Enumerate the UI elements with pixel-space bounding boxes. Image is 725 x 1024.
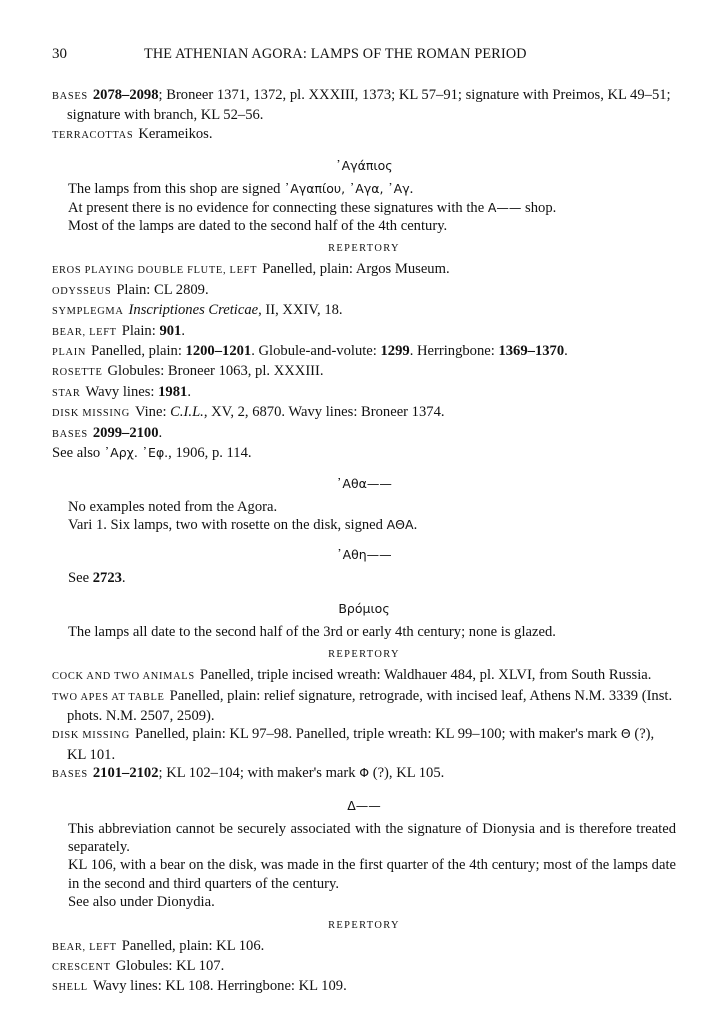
entry-label: BEAR, LEFT (52, 941, 117, 953)
paragraph-text: shop. (521, 199, 557, 216)
entry-label: COCK AND TWO ANIMALS (52, 671, 195, 683)
paragraph-text: This abbreviation cannot be securely associated with the signature of Dionysia and is therefore treated separately. (68, 820, 676, 855)
greek-signature: ΑΘΑ (386, 516, 414, 532)
paragraph-text: Vari 1. Six lamps, two with rosette on the disk, signed (68, 516, 387, 533)
entry-title-italic: C.I.L. (170, 404, 204, 421)
entry-text: (?), KL 105. (369, 765, 445, 782)
entry-bear-left (52, 322, 676, 342)
entry-label: BASES (52, 769, 88, 781)
catalogue-number: 1299 (380, 343, 410, 360)
paragraph (52, 569, 676, 587)
paragraph-text: . (413, 516, 418, 533)
paragraph-text: See also under Dionydia. (68, 894, 215, 911)
entry-text: Panelled, plain: KL 97–98. Panelled, triple wreath: KL 99–100; with maker's mark (134, 726, 621, 743)
entry-disk-missing (52, 403, 676, 423)
paragraph (52, 893, 676, 911)
entry-text: ; Broneer 1371, 1372, pl. XXXIII, 1373; KL 57–91; signature with Preimos, KL 49–51; signature with branch, KL 52–56. (67, 87, 671, 124)
entry-crescent (52, 957, 676, 977)
section-title-atha: ᾿Αθα—— (336, 475, 392, 491)
entry-label: BEAR, LEFT (52, 326, 117, 338)
paragraph (52, 820, 676, 857)
entry-rosette (52, 362, 676, 382)
paragraph (52, 199, 676, 217)
see-also (52, 444, 676, 462)
paragraph-text: The lamps from this shop are signed (68, 181, 285, 198)
entry-label: TERRACOTTAS (52, 129, 134, 141)
entry-label: DISK MISSING (52, 408, 130, 420)
greek-mark: Φ (359, 765, 370, 781)
greek-mark: Θ (620, 726, 631, 742)
entry-label: BASES (52, 91, 88, 102)
entry-label: TWO APES AT TABLE (52, 691, 165, 703)
entry-text: Vine: (134, 404, 171, 421)
paragraph (52, 856, 676, 893)
section-title-bromios: Βρόμιος (338, 600, 390, 616)
catalogue-number: 1369–1370 (498, 343, 565, 360)
repertory-heading: REPERTORY (328, 243, 400, 255)
page-header (52, 46, 677, 66)
paragraph-text: KL 106, with a bear on the disk, was made in the first quarter of the 4th century; most of the lamps date in the second and third quarters of the century. (68, 857, 676, 892)
entry-label: ROSETTE (52, 367, 103, 379)
entry-text: (?), KL 101. (67, 726, 655, 763)
entry-title-italic: Inscriptiones Creticae (128, 302, 259, 319)
entry-text: Panelled, plain: (91, 343, 186, 360)
greek-signature: ᾿Αγαπίου, ᾿Αγα, ᾿Αγ (284, 181, 410, 197)
section-title-athe: ᾿Αθη—— (336, 547, 392, 563)
entry-label: EROS PLAYING DOUBLE FLUTE, LEFT (52, 265, 258, 277)
entry-text: Kerameikos. (138, 125, 213, 142)
greek-reference: ᾿Αρχ. ᾿Εφ. (103, 445, 169, 461)
page-body (52, 86, 676, 998)
entry-star (52, 383, 676, 403)
see-also-text: See also (52, 445, 104, 462)
paragraph-text: Most of the lamps are dated to the second half of the 4th century. (68, 218, 448, 235)
paragraph (52, 180, 676, 198)
paragraph-text: The lamps all date to the second half of the 3rd or early 4th century; none is glazed. (68, 623, 556, 640)
entry-text: Wavy lines: KL 108. Herringbone: KL 109. (92, 978, 347, 995)
entry-text: Plain: CL 2809. (116, 281, 209, 298)
entry-cock-two-animals (52, 666, 676, 686)
entry-label: SHELL (52, 982, 88, 994)
greek-signature: Α—— (487, 199, 522, 215)
entry-text: . (187, 383, 191, 400)
entry-text: . Herringbone: (409, 343, 499, 360)
entry-plain (52, 342, 676, 362)
running-title: THE ATHENIAN AGORA: LAMPS OF THE ROMAN PERIOD (144, 46, 527, 62)
entry-text: Panelled, plain: Argos Museum. (262, 261, 450, 278)
entry-label: ODYSSEUS (52, 285, 112, 297)
catalogue-number: 2099–2100 (92, 424, 159, 441)
entry-text: . (158, 424, 163, 441)
paragraph-text: . (121, 570, 126, 587)
entry-two-apes (52, 687, 676, 726)
section-title-delta: Δ—— (347, 797, 381, 813)
entry-label: CRESCENT (52, 962, 111, 973)
paragraph (52, 217, 676, 235)
entry-text: , XV, 2, 6870. Wavy lines: Broneer 1374. (203, 404, 445, 421)
entry-label: DISK MISSING (52, 730, 130, 742)
page-number: 30 (52, 46, 67, 62)
catalogue-number: 1981 (158, 383, 188, 400)
entry-bases (52, 764, 676, 784)
entry-text: Panelled, plain: relief signature, retrograde, with incised leaf, Athens N.M. 3339 (Inst. phots. N.M. 2507, 2509). (67, 687, 673, 724)
catalogue-number: 2078–2098 (92, 87, 159, 103)
paragraph (52, 516, 676, 534)
entry-text: Wavy lines: (85, 383, 159, 400)
entry-text: , II, XXIV, 18. (258, 302, 343, 319)
entry-odysseus (52, 281, 676, 301)
entry-label: STAR (52, 387, 81, 399)
section-title-agapios: ᾿Αγάπιος (335, 158, 393, 174)
entry-text: Globules: Broneer 1063, pl. XXXIII. (107, 363, 324, 380)
paragraph-text: See (68, 570, 93, 587)
entry-text: ; KL 102–104; with maker's mark (158, 765, 360, 782)
entry-text: Panelled, plain: KL 106. (121, 937, 265, 954)
paragraph (52, 623, 676, 641)
entry-bear-left (52, 937, 676, 957)
entry-text: Panelled, triple incised wreath: Waldhauer 484, pl. XLVI, from South Russia. (199, 667, 652, 684)
entry-symplegma (52, 301, 676, 321)
entry-text: . (564, 343, 568, 360)
entry-label: PLAIN (52, 347, 87, 359)
paragraph-text: . (409, 181, 414, 198)
catalogue-number: 2723 (92, 570, 122, 587)
see-also-text: , 1906, p. 114. (168, 445, 252, 462)
entry-shell (52, 977, 676, 997)
entry-label: SYMPLEGMA (52, 306, 124, 318)
repertory-heading: REPERTORY (328, 649, 400, 661)
catalogue-number: 1200–1201 (185, 343, 252, 360)
paragraph-text: At present there is no evidence for connecting these signatures with the (68, 199, 488, 216)
entry-text: . (181, 322, 185, 339)
entry-text: Plain: (121, 322, 160, 339)
entry-text: . Globule-and-volute: (251, 343, 381, 360)
entry-text: Globules: KL 107. (115, 958, 225, 974)
entry-label: BASES (52, 428, 88, 440)
entry-disk-missing (52, 725, 676, 764)
repertory-heading: REPERTORY (328, 919, 400, 931)
entry-eros (52, 260, 676, 280)
entry-terracottas (52, 125, 676, 145)
entry-bases (52, 424, 676, 444)
catalogue-number: 2101–2102 (92, 765, 159, 782)
paragraph-text: No examples noted from the Agora. (68, 498, 278, 515)
entry-bases (52, 86, 676, 125)
paragraph (52, 498, 676, 516)
catalogue-number: 901 (159, 322, 182, 339)
